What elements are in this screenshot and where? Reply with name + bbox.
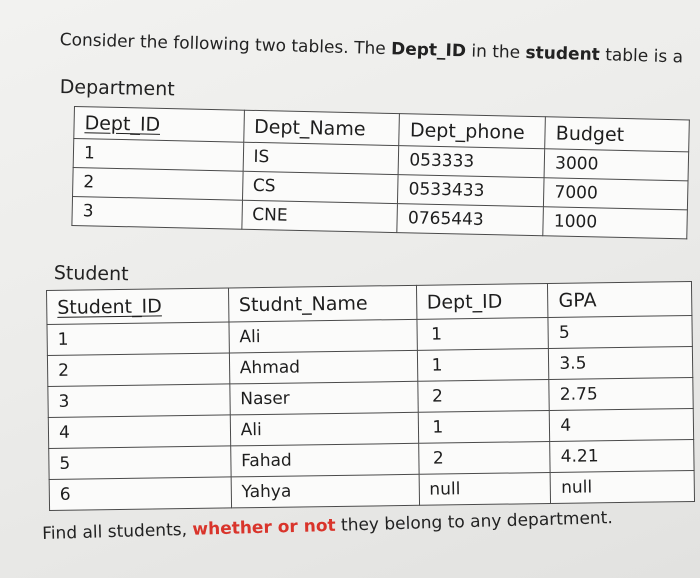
student-caption: Student bbox=[53, 262, 129, 286]
cell-dept-id: 3 bbox=[72, 196, 242, 229]
column-header-dept-id: Dept_ID bbox=[74, 107, 244, 143]
cell-student-name: Ali bbox=[230, 412, 418, 446]
intro-text-part: Consider the following two tables. The bbox=[59, 30, 392, 60]
cell-gpa: 5 bbox=[548, 315, 692, 348]
cell-student-name: Ahmad bbox=[229, 350, 417, 384]
intro-text-part: in the bbox=[465, 41, 526, 64]
column-header-student-id: Student_ID bbox=[47, 288, 229, 325]
cell-student-name: Naser bbox=[230, 381, 418, 415]
cell-student-id: 3 bbox=[48, 384, 230, 418]
cell-gpa: 4.21 bbox=[550, 439, 694, 472]
department-table bbox=[71, 106, 689, 239]
column-header-dept-phone: Dept_phone bbox=[399, 114, 546, 149]
question-text bbox=[42, 508, 613, 544]
question-text-part: Find all students, bbox=[42, 519, 193, 544]
column-header-dept-id: Dept_ID bbox=[416, 283, 548, 319]
student-table bbox=[46, 281, 695, 511]
intro-text-part: table is a bbox=[599, 45, 684, 68]
cell-dept-id: 1 bbox=[418, 410, 550, 443]
cell-gpa: null bbox=[550, 470, 694, 503]
department-caption: Department bbox=[59, 76, 175, 101]
cell-student-id: 1 bbox=[47, 322, 229, 356]
column-header-dept-name: Dept_Name bbox=[243, 110, 399, 145]
cell-gpa: 2.75 bbox=[549, 377, 693, 410]
cell-dept-id: 1 bbox=[73, 139, 243, 172]
cell-gpa: 3.5 bbox=[549, 346, 693, 379]
cell-budget: 7000 bbox=[544, 178, 688, 210]
cell-student-id: 2 bbox=[47, 353, 229, 387]
intro-bold-student: student bbox=[525, 43, 601, 66]
cell-student-name: Yahya bbox=[231, 474, 419, 508]
column-header-student-name: Studnt_Name bbox=[228, 285, 416, 322]
cell-dept-id: 1 bbox=[417, 348, 549, 381]
column-header-budget: Budget bbox=[545, 117, 689, 152]
cell-dept-name: CS bbox=[242, 171, 398, 203]
cell-dept-phone: 0765443 bbox=[397, 204, 543, 236]
cell-dept-id: 2 bbox=[418, 441, 550, 474]
cell-student-id: 6 bbox=[49, 477, 231, 511]
cell-dept-id: 2 bbox=[417, 379, 549, 412]
cell-budget: 3000 bbox=[544, 149, 688, 181]
cell-dept-name: IS bbox=[243, 142, 399, 174]
cell-dept-phone: 0533433 bbox=[398, 175, 544, 207]
cell-dept-id: 1 bbox=[416, 317, 548, 350]
question-highlight: whether or not bbox=[192, 515, 336, 540]
cell-student-id: 5 bbox=[49, 446, 231, 480]
cell-student-name: Fahad bbox=[230, 443, 418, 477]
cell-dept-id: 2 bbox=[73, 167, 243, 200]
cell-dept-id: null bbox=[419, 472, 551, 505]
cell-budget: 1000 bbox=[543, 207, 687, 239]
cell-dept-name: CNE bbox=[241, 200, 397, 232]
intro-text bbox=[59, 30, 699, 68]
cell-student-id: 4 bbox=[48, 415, 230, 449]
column-header-gpa: GPA bbox=[548, 281, 692, 317]
intro-bold-dept-id: Dept_ID bbox=[390, 39, 467, 62]
cell-dept-phone: 053333 bbox=[398, 146, 544, 178]
question-text-part: they belong to any department. bbox=[335, 508, 614, 536]
cell-gpa: 4 bbox=[550, 408, 694, 441]
cell-student-name: Ali bbox=[229, 319, 417, 353]
